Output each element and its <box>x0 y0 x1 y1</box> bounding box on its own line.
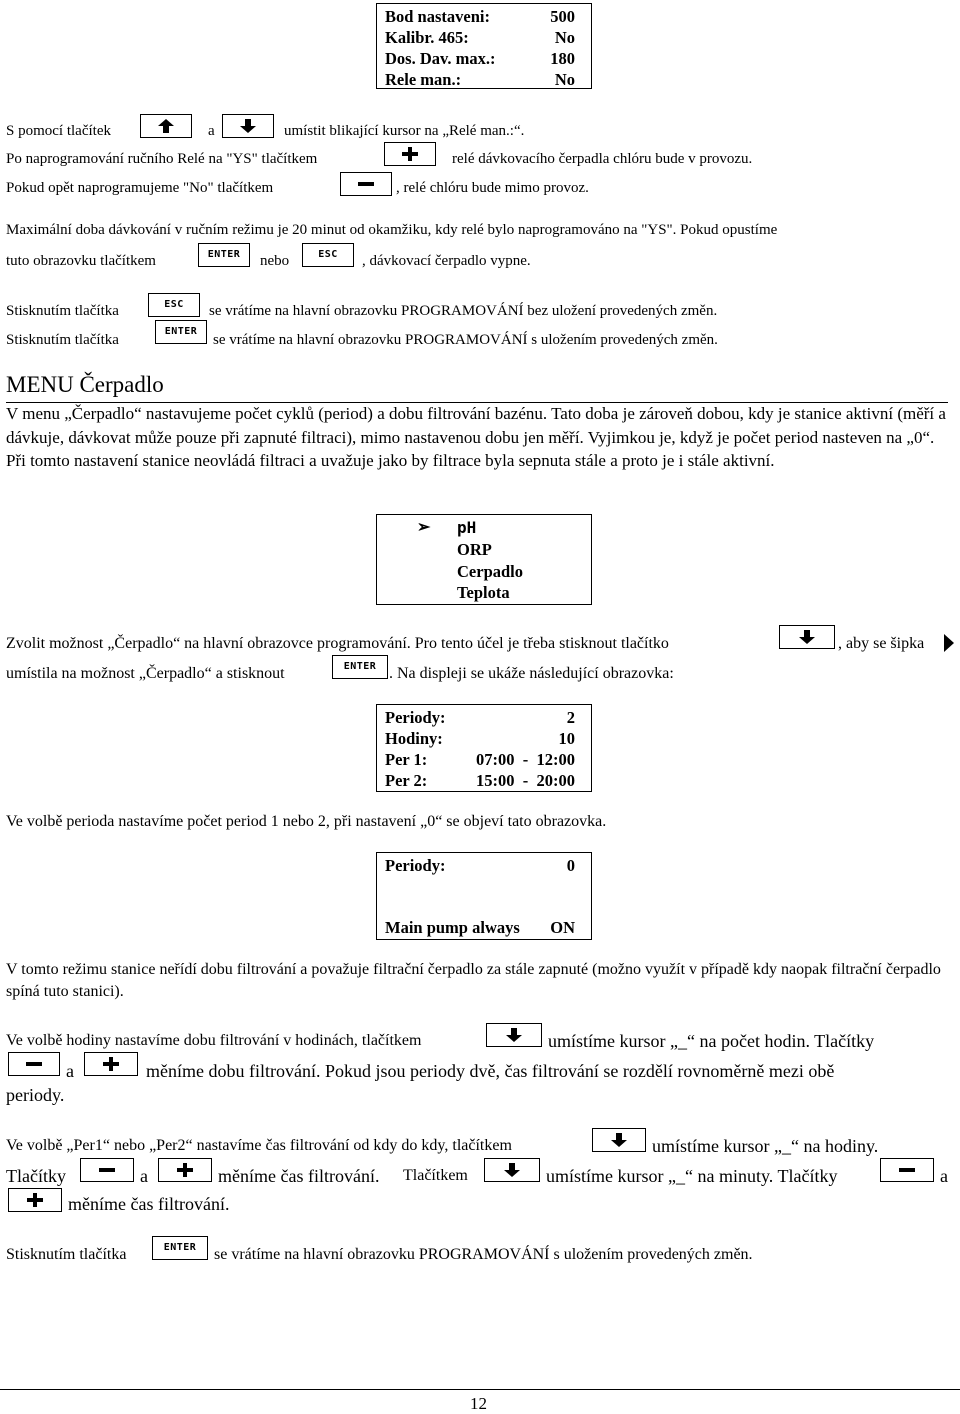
display-value: 180 <box>550 49 575 68</box>
text: , dávkovací čerpadlo vypne. <box>362 253 531 269</box>
display-value: ON <box>550 918 575 937</box>
text: Maximální doba dávkování v ručním režimu je 20 minut od okamžiku, kdy relé bylo naprogramováno na "YS". Pokud opustíme <box>6 222 778 238</box>
down-arrow-icon <box>502 1162 522 1178</box>
text: nebo <box>260 253 290 269</box>
down-arrow-key <box>592 1128 646 1152</box>
display-row <box>385 48 575 69</box>
text: Ve volbě perioda nastavíme počet period 1 nebo 2, při nastavení „0“ se objeví tato obrazovka. <box>6 813 607 830</box>
plus-key <box>8 1188 62 1212</box>
text: a <box>140 1166 148 1186</box>
text: a <box>940 1166 948 1186</box>
period-zero-display <box>376 852 592 940</box>
text: S pomocí tlačítek <box>6 123 111 139</box>
footer-divider <box>0 1389 960 1390</box>
text: tuto obrazovku tlačítkem <box>6 253 156 269</box>
menu-marker-icon: ➢ <box>417 519 431 536</box>
down-arrow-key <box>222 114 274 138</box>
esc-key <box>148 293 200 317</box>
text: relé dávkovacího čerpadla chlóru bude v provozu. <box>452 151 753 167</box>
down-arrow-icon <box>797 629 817 645</box>
page-number: 12 <box>470 1394 487 1413</box>
down-arrow-key <box>779 625 835 649</box>
enter-key-label: ENTER <box>163 1242 197 1253</box>
plus-icon <box>401 146 419 162</box>
text: , aby se šipka <box>838 635 925 652</box>
text: Tlačítkem <box>403 1167 468 1184</box>
pointer-arrow-icon <box>943 633 955 653</box>
minus-key <box>8 1052 60 1076</box>
display-row <box>385 707 575 728</box>
plus-icon <box>26 1192 44 1208</box>
display-row <box>385 27 575 48</box>
section-heading: MENU Čerpadlo <box>6 372 164 397</box>
display-value: 15:00 - 20:00 <box>476 771 575 790</box>
text: umístíme kursor „_“ na minuty. Tlačítky <box>546 1166 838 1186</box>
text: umístit blikající kursor na „Relé man.:“. <box>284 123 525 139</box>
menu-item: pH <box>457 518 477 537</box>
display-row <box>385 770 575 791</box>
text: Zvolit možnost „Čerpadlo“ na hlavní obrazovce programování. Pro tento účel je třeba stisknout tlačítko <box>6 635 669 652</box>
intro-paragraph: V menu „Čerpadlo“ nastavujeme počet cyklů (period) a dobu filtrování bazénu. Tato doba je zároveň dobou, kdy je stanice aktivní (měří a dávkuje, dávkovat může pouze při zapnuté filtraci), mimo nastavenou dobu jen měří. Vyjimkou je, když je počet period nasteven na „0“. Při tomto nastavení stanice neovládá filtraci a uvažuje jako by filtrace byla sepnuta stále a proto je i stále aktivní. <box>6 404 946 470</box>
text: Ve volbě hodiny nastavíme dobu filtrování v hodinách, tlačítkem <box>6 1032 422 1049</box>
text: a <box>208 123 215 139</box>
display-row <box>385 749 575 770</box>
esc-key <box>302 243 354 267</box>
display-label: Periody: <box>385 708 446 727</box>
display-value: 07:00 - 12:00 <box>476 750 575 769</box>
text: periody. <box>6 1085 65 1105</box>
display-label: Rele man.: <box>385 70 462 89</box>
menu-display <box>376 514 592 605</box>
down-arrow-key <box>484 1158 540 1182</box>
text: , relé chlóru bude mimo provoz. <box>396 180 589 196</box>
text: měníme čas filtrování. <box>218 1166 380 1186</box>
display-label: Per 1: <box>385 750 428 769</box>
text: umístila na možnost „Čerpadlo“ a stisknout <box>6 665 285 682</box>
text: umístíme kursor „_“ na počet hodin. Tlačítky <box>548 1031 875 1051</box>
text: Stisknutím tlačítka <box>6 1246 127 1263</box>
display-row <box>385 728 575 749</box>
menu-item: Teplota <box>457 583 510 602</box>
minus-icon <box>25 1056 43 1072</box>
display-value: 0 <box>566 856 575 875</box>
enter-key <box>152 1236 208 1260</box>
text: Ve volbě „Per1“ nebo „Per2“ nastavíme čas filtrování od kdy do kdy, tlačítkem <box>6 1137 512 1154</box>
enter-key <box>155 320 207 344</box>
display-value: No <box>554 28 575 47</box>
minus-icon <box>357 176 375 192</box>
display-row <box>385 855 575 876</box>
text: Stisknutím tlačítka <box>6 303 119 319</box>
text: se vrátíme na hlavní obrazovku PROGRAMOVÁNÍ bez uložení provedených změn. <box>209 303 718 319</box>
text: a <box>66 1061 74 1081</box>
down-arrow-icon <box>609 1132 629 1148</box>
display-value: 500 <box>550 7 575 26</box>
text: se vrátíme na hlavní obrazovku PROGRAMOVÁNÍ s uložením provedených změn. <box>213 332 718 348</box>
menu-item: ORP <box>457 540 492 559</box>
enter-key <box>332 655 388 679</box>
display-label: Kalibr. 465: <box>385 28 469 47</box>
up-arrow-icon <box>156 118 176 134</box>
display-label: Main pump always <box>385 918 520 937</box>
text: umístíme kursor „_“ na hodiny. <box>652 1136 879 1156</box>
minus-key <box>340 172 392 196</box>
minus-icon <box>898 1162 916 1178</box>
esc-key-label: ESC <box>318 249 338 260</box>
text: se vrátíme na hlavní obrazovku PROGRAMOVÁNÍ s uložením provedených změn. <box>214 1246 753 1263</box>
display-label: Per 2: <box>385 771 428 790</box>
text: měníme dobu filtrování. Pokud jsou periody dvě, čas filtrování se rozdělí rovnoměrně mezi obě <box>146 1061 835 1081</box>
enter-key-label: ENTER <box>207 249 241 260</box>
text: . Na displeji se ukáže následující obrazovka: <box>389 665 674 682</box>
display-label: Periody: <box>385 856 446 875</box>
plus-icon <box>102 1056 120 1072</box>
minus-icon <box>98 1162 116 1178</box>
display-row <box>385 6 575 27</box>
plus-key <box>84 1052 138 1076</box>
minus-key <box>80 1158 134 1182</box>
esc-key-label: ESC <box>164 299 184 310</box>
text: Stisknutím tlačítka <box>6 332 119 348</box>
display-label: Bod nastaveni: <box>385 7 490 26</box>
display-value: 10 <box>558 729 575 748</box>
display-row <box>385 917 575 938</box>
down-arrow-key <box>486 1023 542 1047</box>
text: Po naprogramování ručního Relé na "YS" tlačítkem <box>6 151 318 167</box>
settings-display <box>376 3 592 89</box>
mode-paragraph: V tomto režimu stanice neřídí dobu filtrování a považuje filtrační čerpadlo za stále zapnuté (možno využít v případě kdy naopak filtrační čerpadlo spíná tuto stanici). <box>6 961 941 1000</box>
enter-key <box>198 243 250 267</box>
display-value: 2 <box>566 708 575 727</box>
display-label: Dos. Dav. max.: <box>385 49 496 68</box>
up-arrow-key <box>140 114 192 138</box>
plus-icon <box>176 1162 194 1178</box>
text: měníme čas filtrování. <box>68 1194 230 1214</box>
menu-item: Cerpadlo <box>457 562 523 581</box>
down-arrow-icon <box>238 118 258 134</box>
display-value: No <box>554 70 575 89</box>
display-label: Hodiny: <box>385 729 443 748</box>
display-row <box>385 69 575 90</box>
plus-key <box>158 1158 212 1182</box>
period-display <box>376 704 592 792</box>
enter-key-label: ENTER <box>343 661 377 672</box>
text: Pokud opět naprogramujeme "No" tlačítkem <box>6 180 274 196</box>
enter-key-label: ENTER <box>164 326 198 337</box>
down-arrow-icon <box>504 1027 524 1043</box>
text: Tlačítky <box>6 1166 66 1186</box>
plus-key <box>384 142 436 166</box>
minus-key <box>880 1158 934 1182</box>
